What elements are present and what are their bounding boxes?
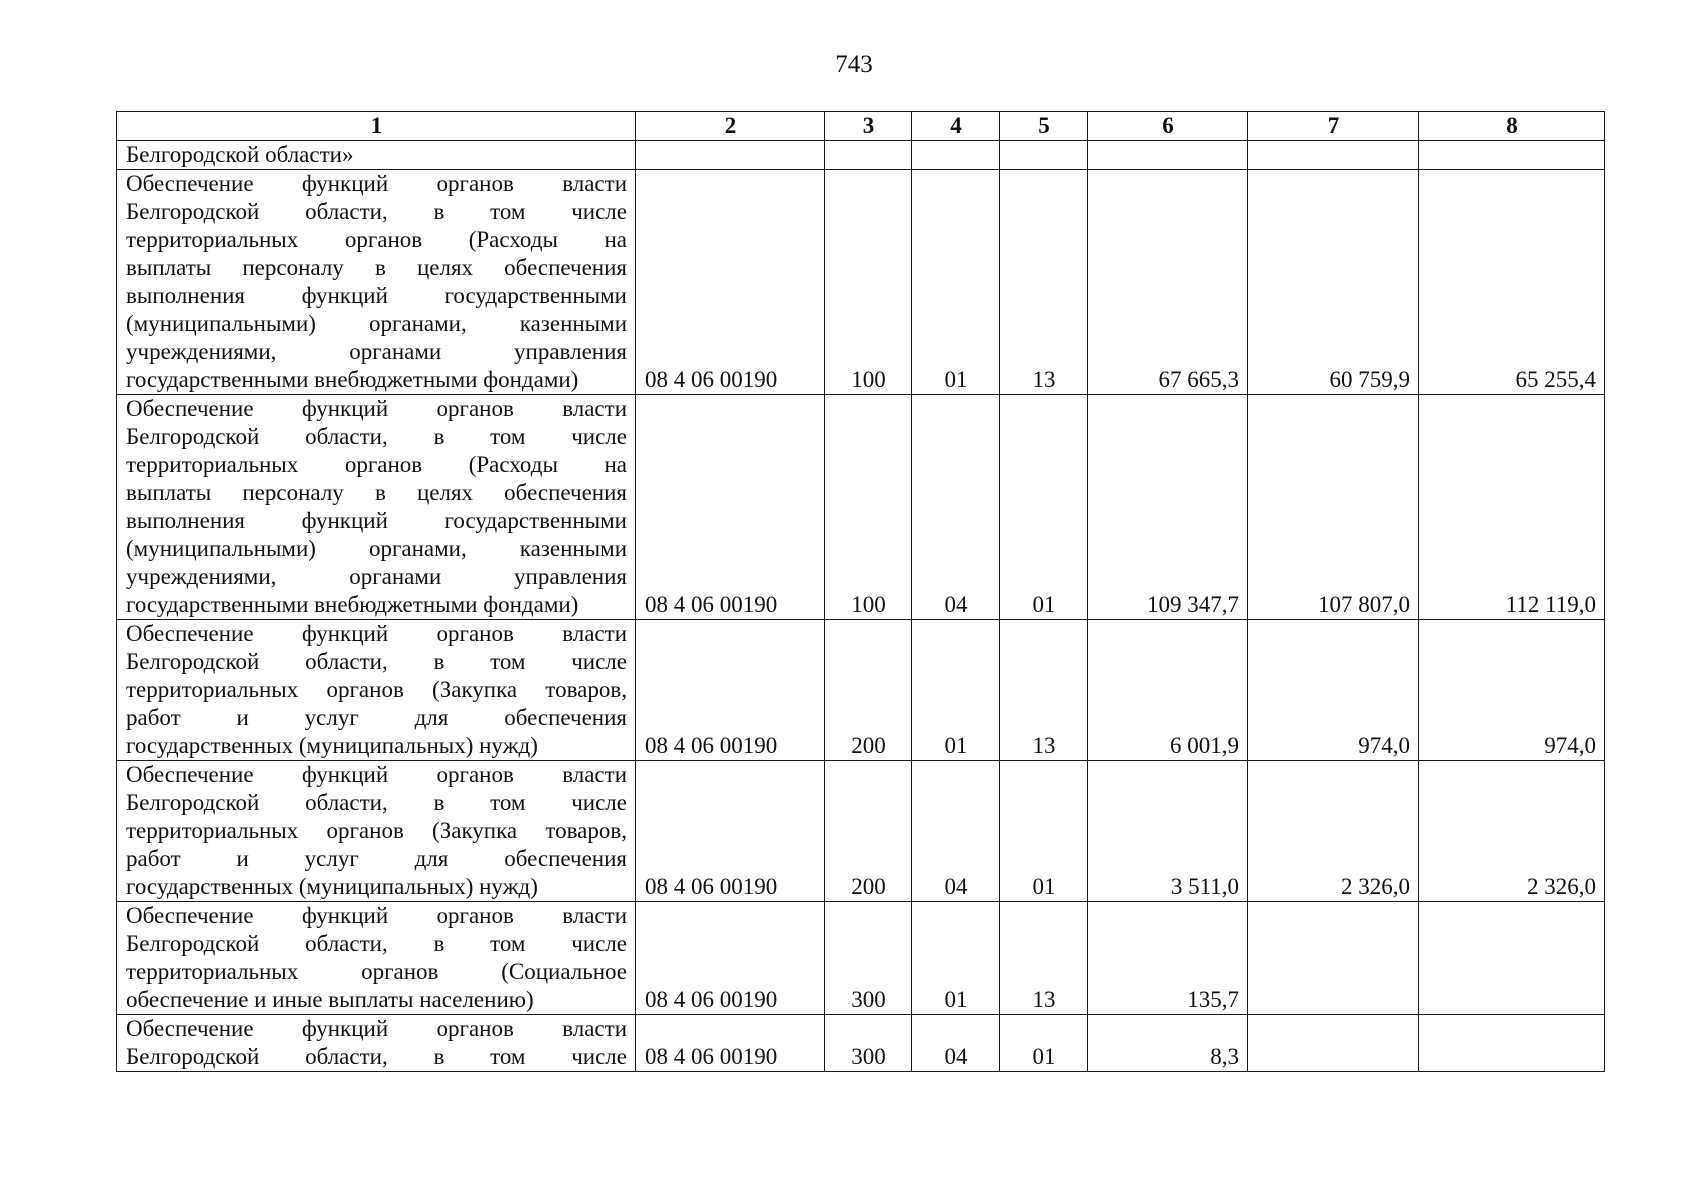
row-description [117,141,636,170]
description-line: территориальных органов (Расходы на [126,227,627,252]
amount-col-8 [1419,1015,1605,1072]
description-line: государственными внебюджетными фондами) [126,367,579,392]
table-body [117,141,1605,1072]
description-line: государственных (муниципальных) нужд) [126,874,538,899]
description-line: выполнения функций государственными [126,508,627,533]
header-col-4: 4 [912,112,1000,141]
target-article-code: 08 4 06 00190 [636,1015,825,1072]
target-article-code: 08 4 06 00190 [636,902,825,1015]
amount-col-6 [1088,141,1248,170]
description-line: работ и услуг для обеспечения [126,846,627,871]
description-line: Белгородской области, в том числе [126,649,627,674]
header-row [117,112,1605,141]
expense-type: 100 [825,170,912,395]
amount-col-7: 2 326,0 [1248,761,1419,902]
amount-col-6: 6 001,9 [1088,620,1248,761]
target-article-code [636,141,825,170]
description-line: территориальных органов (Закупка товаров, [126,818,627,843]
table-row [117,395,1605,620]
amount-col-8: 65 255,4 [1419,170,1605,395]
description-line: государственных (муниципальных) нужд) [126,733,538,758]
description-line: территориальных органов (Расходы на [126,452,627,477]
section: 01 [912,170,1000,395]
section [912,141,1000,170]
target-article-code: 08 4 06 00190 [636,395,825,620]
header-col-8: 8 [1419,112,1605,141]
header-col-1: 1 [117,112,636,141]
row-description [117,620,636,761]
header-col-5: 5 [1000,112,1088,141]
amount-col-8: 112 119,0 [1419,395,1605,620]
expense-type [825,141,912,170]
subsection: 01 [1000,761,1088,902]
header-col-2: 2 [636,112,825,141]
description-line: обеспечение и иные выплаты населению) [126,987,534,1012]
expense-type: 300 [825,902,912,1015]
row-description [117,1015,636,1072]
description-line: Обеспечение функций органов власти [126,396,627,421]
description-line: выплаты персоналу в целях обеспечения [126,480,627,505]
subsection: 01 [1000,395,1088,620]
description-line: Обеспечение функций органов власти [126,903,627,928]
description-line: государственными внебюджетными фондами) [126,592,579,617]
description-line: Обеспечение функций органов власти [126,621,627,646]
description-line: Белгородской области, в том числе [126,1044,627,1069]
description-line: выплаты персоналу в целях обеспечения [126,255,627,280]
amount-col-7: 60 759,9 [1248,170,1419,395]
subsection: 13 [1000,902,1088,1015]
description-line: (муниципальными) органами, казенными [126,536,627,561]
section: 04 [912,761,1000,902]
description-line: учреждениями, органами управления [126,339,627,364]
table-row [117,761,1605,902]
subsection: 13 [1000,620,1088,761]
amount-col-6: 3 511,0 [1088,761,1248,902]
amount-col-8 [1419,902,1605,1015]
amount-col-6: 135,7 [1088,902,1248,1015]
description-line: работ и услуг для обеспечения [126,705,627,730]
amount-col-7 [1248,1015,1419,1072]
description-line: Обеспечение функций органов власти [126,762,627,787]
table-row [117,902,1605,1015]
description-line: Белгородской области, в том числе [126,199,627,224]
description-line: Обеспечение функций органов власти [126,171,627,196]
expense-type: 100 [825,395,912,620]
amount-col-6: 8,3 [1088,1015,1248,1072]
page-number: 743 [835,51,873,78]
subsection: 01 [1000,1015,1088,1072]
amount-col-7 [1248,902,1419,1015]
expense-type: 200 [825,761,912,902]
subsection: 13 [1000,170,1088,395]
amount-col-6: 67 665,3 [1088,170,1248,395]
target-article-code: 08 4 06 00190 [636,761,825,902]
target-article-code: 08 4 06 00190 [636,620,825,761]
table-row [117,141,1605,170]
table-row [117,1015,1605,1072]
subsection [1000,141,1088,170]
amount-col-7: 974,0 [1248,620,1419,761]
description-line: территориальных органов (Закупка товаров, [126,677,627,702]
section: 01 [912,620,1000,761]
section: 04 [912,395,1000,620]
description-line: Обеспечение функций органов власти [126,1016,627,1041]
description-line: Белгородской области» [126,142,354,167]
table-row [117,170,1605,395]
row-description [117,761,636,902]
target-article-code: 08 4 06 00190 [636,170,825,395]
description-line: учреждениями, органами управления [126,564,627,589]
description-line: Белгородской области, в том числе [126,790,627,815]
expense-type: 200 [825,620,912,761]
amount-col-8 [1419,141,1605,170]
description-line: Белгородской области, в том числе [126,931,627,956]
row-description [117,395,636,620]
row-description [117,902,636,1015]
amount-col-7 [1248,141,1419,170]
amount-col-8: 2 326,0 [1419,761,1605,902]
expense-type: 300 [825,1015,912,1072]
header-col-3: 3 [825,112,912,141]
header-col-7: 7 [1248,112,1419,141]
description-line: (муниципальными) органами, казенными [126,311,627,336]
section: 04 [912,1015,1000,1072]
description-line: Белгородской области, в том числе [126,424,627,449]
description-line: территориальных органов (Социальное [126,959,627,984]
header-col-6: 6 [1088,112,1248,141]
table-row [117,620,1605,761]
row-description [117,170,636,395]
budget-table [116,111,1605,1072]
description-line: выполнения функций государственными [126,283,627,308]
amount-col-6: 109 347,7 [1088,395,1248,620]
amount-col-7: 107 807,0 [1248,395,1419,620]
section: 01 [912,902,1000,1015]
amount-col-8: 974,0 [1419,620,1605,761]
